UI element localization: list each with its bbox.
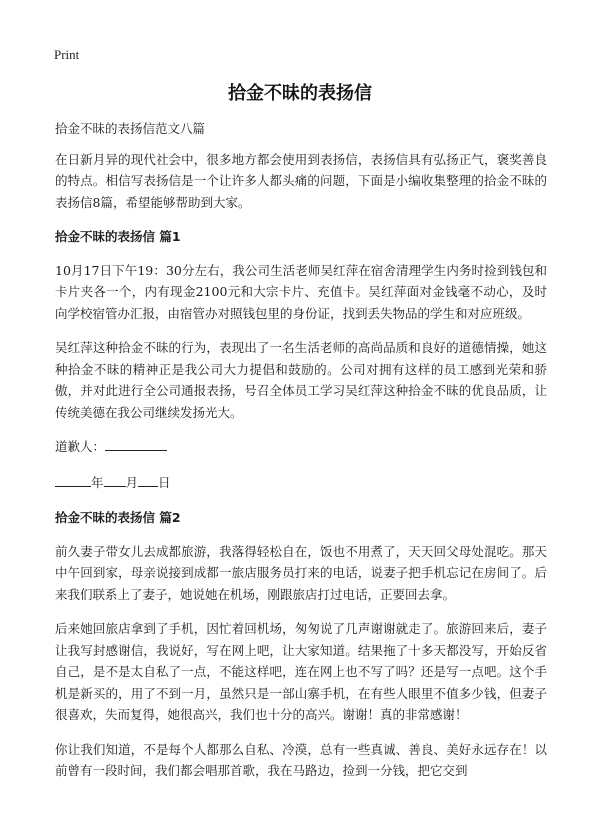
print-link[interactable]: Print — [54, 47, 80, 62]
section2-paragraph-3: 你让我们知道，不是每个人都那么自私、冷漠，总有一些真诚、善良、美好永远存在！以前曾有一段时间，我们都会唱那首歌，我在马路边，捡到一分钱，把它交到 — [55, 741, 547, 778]
section2-paragraph-2: 后来她回旅店拿到了手机，因忙着回机场，匆匆说了几声谢谢就走了。旅游回来后，妻子让我写封感谢信，我说好，写在网上吧，让大家知道。结果拖了十多天都没写，开始反省自己，是不是太自私了一点，不能这样吧，连在网上也不写了吗？还是写一点吧。这个手机是新买的，用了不到一月，虽然只是一部山寨手机，在有些人眼里不值多少钱，但妻子很喜欢，失而复得，她很高兴，我们也十分的高兴。谢谢！真的非常感谢！ — [55, 621, 547, 722]
section-heading-1: 拾金不昧的表扬信 篇1 — [55, 229, 181, 244]
day-label: 日 — [158, 474, 171, 490]
signature-line — [55, 436, 547, 458]
section1-paragraph-2: 吴红萍这种拾金不昧的行为，表现出了一名生活老师的高尚品质和良好的道德情操，她这种拾金不昧的精神正是我公司大力提倡和鼓励的。公司对拥有这样的员工感到光荣和骄傲，并对此进行全公司通报表扬，号召全体员工学习吴红萍这种拾金不昧的优良品质，让传统美德在我公司继续发扬光大。 — [55, 340, 547, 420]
year-blank — [55, 472, 91, 487]
year-label: 年 — [91, 474, 104, 490]
date-line — [55, 472, 547, 494]
page-title: 拾金不昧的表扬信 — [228, 83, 372, 104]
signature-blank — [105, 436, 167, 451]
document-body — [55, 118, 547, 795]
month-blank — [104, 472, 126, 487]
day-blank — [138, 472, 158, 487]
intro-paragraph: 在日新月异的现代社会中，很多地方都会使用到表扬信，表扬信具有弘扬正气，褒奖善良的特点。相信写表扬信是一个让许多人都头痛的问题，下面是小编收集整理的拾金不昧的表扬信8篇，希望能够帮助到大家。 — [55, 151, 547, 210]
section1-paragraph-1: 10月17日下午19：30分左右，我公司生活老师吴红萍在宿舍清理学生内务时捡到钱包和卡片夹各一个，内有现金2100元和大宗卡片、充值卡。吴红萍面对金钱毫不动心，及时向学校宿管办汇报，由宿管办对照钱包里的身份证，找到丢失物品的学生和对应班级。 — [55, 262, 547, 321]
signature-label: 道歉人： — [55, 439, 106, 454]
section-heading-2: 拾金不昧的表扬信 篇2 — [55, 510, 181, 525]
document-subtitle: 拾金不昧的表扬信范文八篇 — [55, 121, 206, 136]
section2-paragraph-1: 前久妻子带女儿去成都旅游，我落得轻松自在，饭也不用煮了，天天回父母处混吃。那天中午回到家，母亲说接到成都一旅店服务员打来的电话，说妻子把手机忘记在房间了。后来我们联系上了妻子，她说她在机场，刚跟旅店打过电话，正要回去拿。 — [55, 543, 547, 602]
month-label: 月 — [125, 474, 139, 490]
